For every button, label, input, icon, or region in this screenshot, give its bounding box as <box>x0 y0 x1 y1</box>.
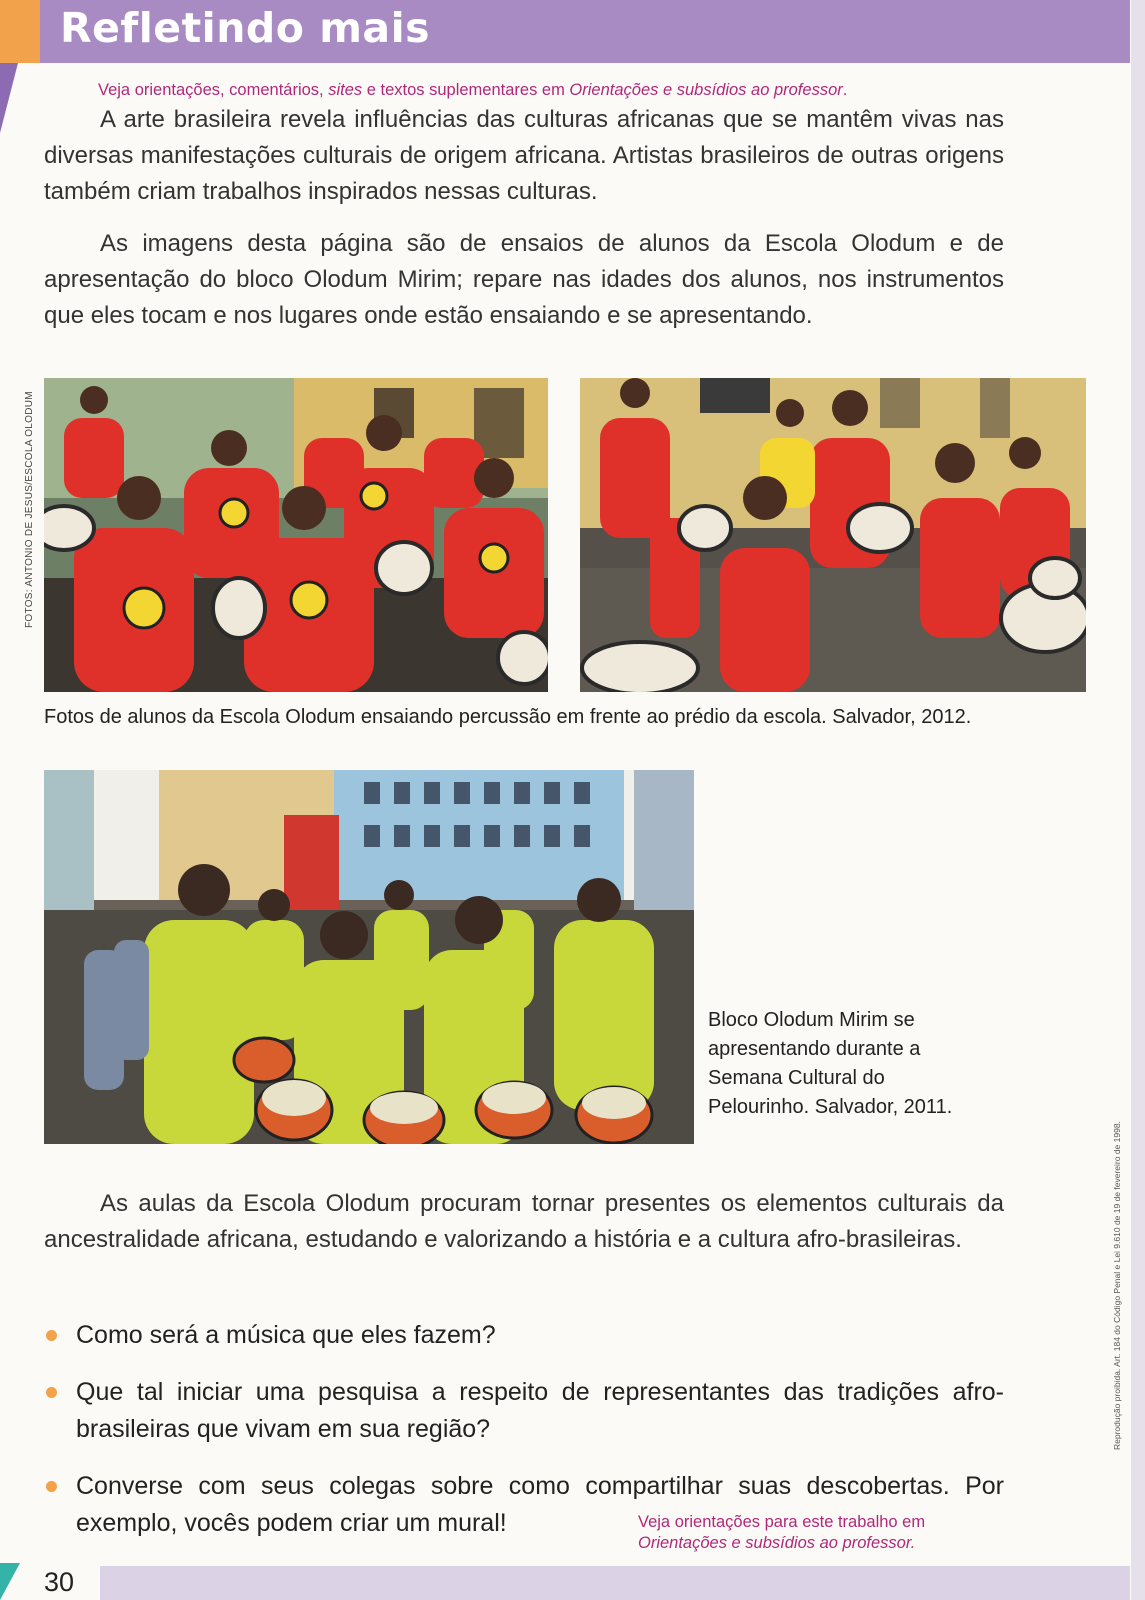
photo-rehearsal-right <box>580 378 1086 692</box>
photo-bloco-performance <box>44 770 694 1144</box>
intro-paragraph <box>44 102 1004 210</box>
escola-paragraph-text: As aulas da Escola Olodum procuram tornar presentes os elementos culturais da ancestralidade africana, estudando e valorizando a história e a cultura afro-brasileiras. <box>44 1190 1004 1253</box>
header-tab-orange <box>0 0 40 63</box>
bullet-dot-icon <box>46 1330 57 1341</box>
escola-paragraph <box>44 1186 1004 1258</box>
bullet-dot-icon <box>46 1387 57 1398</box>
photo-credit <box>24 378 42 628</box>
teacher-note-activity-line: Veja orientações para este trabalho em <box>638 1513 926 1531</box>
images-paragraph <box>44 226 1004 334</box>
teacher-note-activity <box>638 1512 925 1554</box>
images-paragraph-text: As imagens desta página são de ensaios de alunos da Escola Olodum e de apresentação do bloco Olodum Mirim; repare nas idades dos alunos, nos instrumentos que eles tocam e nos lugares onde estão ensaiando e se apresentando. <box>44 230 1004 329</box>
teacher-note <box>98 81 847 100</box>
teacher-note-text: . <box>842 81 848 99</box>
teacher-note-italic: sites <box>328 81 363 99</box>
page-edge-strip <box>1131 0 1145 1600</box>
list-item-text: Que tal iniciar uma pesquisa a respeito de representantes das tradições afro-brasileiras que vivam em sua região? <box>76 1378 1004 1443</box>
legal-notice <box>1112 1010 1126 1450</box>
list-item <box>44 1317 1004 1354</box>
caption-rehearsal: Fotos de alunos da Escola Olodum ensaiando percussão em frente ao prédio da escola. Salvador, 2012. <box>44 706 972 728</box>
list-item <box>44 1374 1004 1448</box>
page-number: 30 <box>44 1567 75 1597</box>
intro-paragraph-text: A arte brasileira revela influências das culturas africanas que se mantêm vivas nas diversas manifestações culturais de origem africana. Artistas brasileiros de outras origens também criam trabalhos inspirados nessas culturas. <box>44 106 1004 205</box>
list-item-text: Converse com seus colegas sobre como compartilhar suas descobertas. Por exemplo, vocês podem criar um mural! <box>76 1472 1004 1537</box>
caption-bloco: Bloco Olodum Mirim se apresentando durante a Semana Cultural do Pelourinho. Salvador, 2011. <box>708 1009 953 1118</box>
bullet-dot-icon <box>46 1481 57 1492</box>
header-tab-purple <box>0 63 18 133</box>
teacher-note-activity-italic: Orientações e subsídios ao professor. <box>638 1534 916 1552</box>
list-item-text: Como será a música que eles fazem? <box>76 1321 496 1349</box>
teacher-note-italic: Orientações e subsídios ao professor <box>569 81 843 99</box>
footer-tab <box>0 1563 20 1600</box>
teacher-note-text: Veja orientações, comentários, <box>98 81 329 99</box>
photo-credit-text: FOTOS: ANTONIO DE JESUS/ESCOLA OLODUM <box>24 391 35 628</box>
footer-bar <box>100 1566 1130 1600</box>
photo-rehearsal-left <box>44 378 548 692</box>
teacher-note-text: e textos suplementares em <box>362 81 570 99</box>
legal-notice-text: Reprodução proibida. Art. 184 do Código Penal e Lei 9.610 de 19 de fevereiro de 1998. <box>1112 1121 1122 1450</box>
page-title: Refletindo mais <box>60 4 431 52</box>
